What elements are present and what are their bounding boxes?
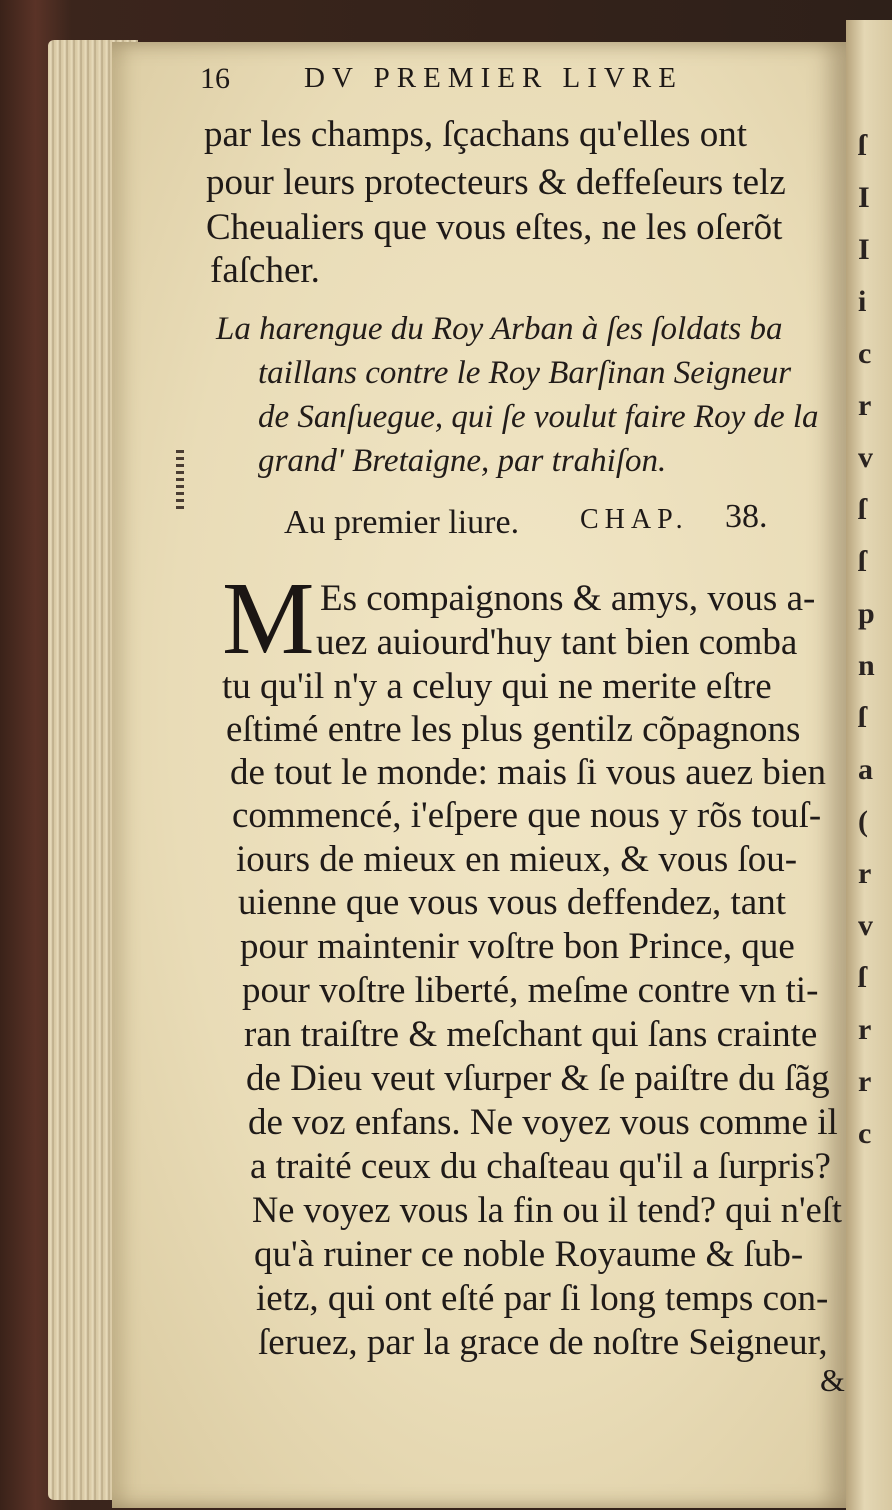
facing-page-text (858, 120, 892, 1160)
facing-fragment: ſ (858, 961, 867, 994)
facing-fragment: I (858, 181, 870, 214)
body-line: a traité ceux du chaſteau qu'il a ſurpris? (250, 1146, 831, 1187)
body-line: eſtimé entre les plus gentilz cõpagnons (226, 709, 801, 750)
body-line: pour voſtre liberté, meſme contre vn ti- (242, 970, 819, 1011)
heading-line: grand' Bretaigne, par trahiſon. (258, 443, 667, 479)
facing-fragment: p (858, 597, 875, 630)
text-line: faſcher. (210, 250, 320, 291)
body-line: tu qu'il n'y a celuy qui ne merite eſtre (222, 666, 772, 707)
body-line: Es compaignons & amys, vous a- (320, 578, 816, 619)
chapter-number: 38. (725, 498, 768, 535)
facing-fragment: ſ (858, 701, 867, 734)
running-header (200, 62, 740, 102)
chapter-label: CHAP. (580, 504, 689, 535)
facing-fragment: a (858, 753, 873, 786)
heading-line: taillans contre le Roy Barſinan Seigneur (258, 355, 792, 391)
running-title: DV PREMIER LIVRE (304, 62, 683, 94)
facing-fragment: r (858, 1065, 872, 1098)
body-line: ietz, qui ont eſté par ſi long temps con- (256, 1278, 829, 1319)
body-line: pour maintenir voſtre bon Prince, que (240, 926, 795, 967)
facing-fragment: c (858, 337, 872, 370)
body-line: de tout le monde: mais ſi vous auez bien (230, 752, 826, 793)
text-line: par les champs, ſçachans qu'elles ont (204, 114, 747, 155)
facing-fragment: ſ (858, 493, 867, 526)
body-line: de Dieu veut vſurper & ſe paiſtre du ſãg (246, 1058, 830, 1099)
body-line: iours de mieux en mieux, & vous ſou- (236, 839, 798, 880)
text-line: pour leurs protecteurs & deffeſeurs telz (206, 162, 786, 203)
facing-fragment: I (858, 233, 870, 266)
body-line: ſeruez, par la grace de noſtre Seigneur, (258, 1322, 828, 1363)
facing-fragment: i (858, 285, 867, 318)
body-line: commencé, i'eſpere que nous y rõs touſ- (232, 795, 822, 836)
body-line: uez auiourd'huy tant bien comba (316, 622, 798, 663)
facing-fragment: r (858, 1013, 872, 1046)
body-line: de voz enfans. Ne voyez vous comme il (248, 1102, 838, 1143)
drop-cap: M (222, 561, 315, 676)
heading-line: de Sanſuegue, qui ſe voulut faire Roy de la (258, 399, 819, 435)
body-line: qu'à ruiner ce noble Royaume & ſub- (254, 1234, 804, 1275)
facing-fragment: ( (858, 805, 868, 838)
body-line: Ne voyez vous la fin ou il tend? qui n'eſt (252, 1190, 842, 1231)
text-line: Cheualiers que vous eſtes, ne les oſerõt (206, 207, 783, 248)
margin-mark (176, 450, 184, 510)
facing-fragment: c (858, 1117, 872, 1150)
facing-fragment: ſ (858, 129, 867, 162)
page-number: 16 (200, 62, 230, 95)
catchword: & (820, 1362, 845, 1398)
body-line: ran traiſtre & meſchant qui ſans crainte (244, 1014, 818, 1055)
facing-fragment: r (858, 857, 872, 890)
facing-fragment: ſ (858, 545, 867, 578)
body-line: uienne que vous vous deffendez, tant (238, 882, 786, 923)
facing-fragment: r (858, 389, 872, 422)
heading-line: La harengue du Roy Arban à ſes ſoldats ba (216, 311, 783, 347)
chapter-book: Au premier liure. (284, 504, 520, 541)
facing-fragment: n (858, 649, 875, 682)
facing-fragment: v (858, 441, 873, 474)
facing-fragment: v (858, 909, 873, 942)
